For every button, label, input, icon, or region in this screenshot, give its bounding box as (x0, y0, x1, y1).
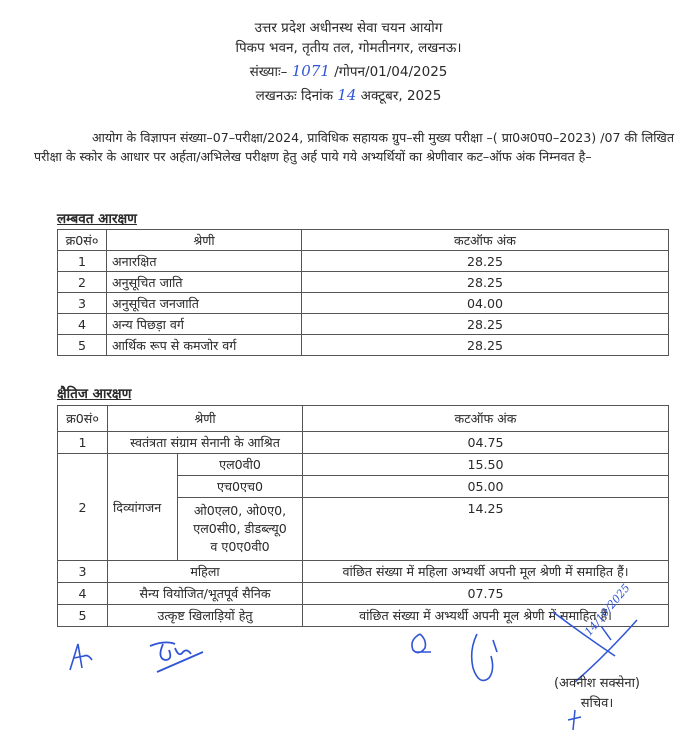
table-header-row (58, 230, 669, 251)
row-cutoff: 28.25 (302, 335, 669, 356)
row-category: दिव्यांगजन (108, 454, 178, 561)
row-cutoff: 04.00 (302, 293, 669, 314)
row-subcategory (178, 498, 303, 561)
table-row (58, 454, 669, 476)
signatory-designation: सचिव। (580, 696, 614, 711)
date-handwritten-day: 14 (337, 86, 357, 104)
table-row (58, 293, 669, 314)
row-category: अन्य पिछड़ा वर्ग (107, 314, 302, 335)
vertical-reservation-title: लम्बवत आरक्षण (57, 211, 137, 227)
row-cutoff: 04.75 (303, 432, 669, 454)
row-cutoff: वांछित संख्या में महिला अभ्यर्थी अपनी मूल श्रेणी में समाहित हैं। (303, 561, 669, 583)
header-sno: क्र0सं० (58, 230, 107, 251)
row-sno: 2 (58, 454, 108, 561)
row-sno: 5 (58, 605, 108, 627)
table-row (58, 432, 669, 454)
organization-name: उत्तर प्रदेश अधीनस्थ सेवा चयन आयोग (254, 20, 443, 36)
row-sno: 3 (58, 293, 107, 314)
row-cutoff: 07.75 (303, 583, 669, 605)
row-sno: 5 (58, 335, 107, 356)
row-category: उत्कृष्ट खिलाड़ियों हेतु (108, 605, 303, 627)
row-category: अनुसूचित जाति (107, 272, 302, 293)
row-category: सैन्य वियोजित/भूतपूर्व सैनिक (108, 583, 303, 605)
date-prefix: लखनऊः दिनांक (255, 88, 333, 104)
table-header-row (58, 406, 669, 432)
row-sno: 4 (58, 583, 108, 605)
row-category: आर्थिक रूप से कमजोर वर्ग (107, 335, 302, 356)
table-row (58, 561, 669, 583)
row-category: स्वतंत्रता संग्राम सेनानी के आश्रित (108, 432, 303, 454)
row-cutoff: वांछित संख्या में अभ्यर्थी अपनी मूल श्रेणी में समाहित हैं। (303, 605, 669, 627)
reference-suffix: /गोपन/01/04/2025 (334, 64, 448, 80)
table-row (58, 583, 669, 605)
table-row (58, 251, 669, 272)
row-cutoff: 28.25 (302, 314, 669, 335)
reference-handwritten-number: 1071 (291, 62, 330, 80)
date-suffix: अक्टूबर, 2025 (360, 88, 442, 104)
organization-address: पिकप भवन, तृतीय तल, गोमतीनगर, लखनऊ। (235, 40, 462, 56)
horizontal-reservation-title: क्षैतिज आरक्षण (57, 386, 132, 402)
row-cutoff: 28.25 (302, 251, 669, 272)
table-row (58, 314, 669, 335)
row-sno: 4 (58, 314, 107, 335)
signature-initial-3 (405, 630, 435, 660)
reference-prefix: संख्याः– (249, 64, 288, 80)
header-cutoff: कटऑफ अंक (302, 230, 669, 251)
row-category: अनारक्षित (107, 251, 302, 272)
header-sno: क्र0सं० (58, 406, 108, 432)
header-category: श्रेणी (108, 406, 303, 432)
row-cutoff: 14.25 (303, 498, 669, 561)
row-category: महिला (108, 561, 303, 583)
signature-date: 14/10/2025 (582, 581, 633, 639)
row-sno: 3 (58, 561, 108, 583)
table-row (58, 272, 669, 293)
row-sno: 2 (58, 272, 107, 293)
row-sno: 1 (58, 432, 108, 454)
reference-number (0, 62, 697, 81)
signature-initial-4 (465, 630, 505, 690)
row-cutoff: 28.25 (302, 272, 669, 293)
signature-initial-1 (60, 638, 100, 678)
subcategory-line: व ए0ए0वी0 (210, 539, 270, 554)
row-cutoff: 05.00 (303, 476, 669, 498)
subcategory-line: ओ0एल0, ओ0ए0, (193, 503, 287, 518)
signatory-initial (565, 708, 585, 732)
row-category: अनुसूचित जनजाति (107, 293, 302, 314)
row-cutoff: 15.50 (303, 454, 669, 476)
header-category: श्रेणी (107, 230, 302, 251)
subcategory-line: एल0सी0, डीडब्ल्यू0 (193, 521, 287, 536)
row-sno: 1 (58, 251, 107, 272)
document-date (0, 86, 697, 105)
body-paragraph: आयोग के विज्ञापन संख्या–07–परीक्षा/2024, प्राविधिक सहायक ग्रुप–सी मुख्य परीक्षा –( प्रा0अ0प0–2023) /07 की लिखित परीक्षा के स्कोर के आधार पर अर्हता/अभिलेख परीक्षण हेतु अर्ह पाये गये अभ्यर्थियों का श्रेणीवार कट–ऑफ अंक निम्नवत है– (34, 130, 674, 164)
signatory-name: (अवनीश सक्सेना) (553, 676, 641, 691)
vertical-reservation-table (57, 229, 669, 356)
table-row (58, 335, 669, 356)
row-subcategory: एच0एच0 (178, 476, 303, 498)
row-subcategory: एल0वी0 (178, 454, 303, 476)
header-cutoff: कटऑफ अंक (303, 406, 669, 432)
horizontal-reservation-table (57, 405, 669, 627)
signature-initial-2 (145, 636, 205, 676)
